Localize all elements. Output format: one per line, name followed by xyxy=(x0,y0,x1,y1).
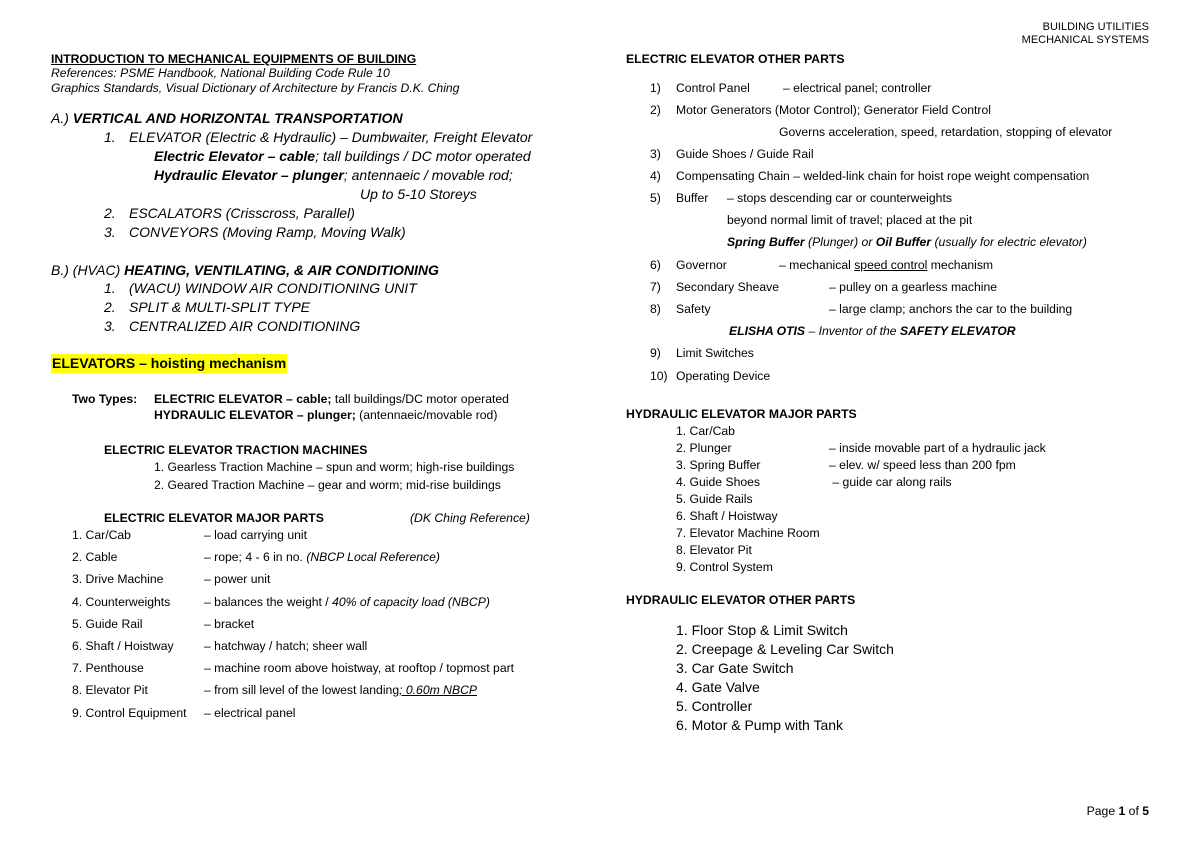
elisha-otis-note: ELISHA OTIS – Inventor of the SAFETY ELEVATOR xyxy=(729,324,1016,338)
other-part-num: 10) xyxy=(650,369,668,383)
major-part-name: 5. Guide Rail xyxy=(72,617,143,631)
major-part-name: 8. Elevator Pit xyxy=(72,683,148,697)
hyd-major-name: 3. Spring Buffer xyxy=(676,458,761,472)
other-part-num: 6) xyxy=(650,258,661,272)
section-b-heading: B.) (HVAC) HEATING, VENTILATING, & AIR CONDITIONING xyxy=(51,262,439,278)
other-part-name: Secondary Sheave xyxy=(676,280,779,294)
hyd-other-item: 6. Motor & Pump with Tank xyxy=(676,717,844,733)
major-part-desc: – hatchway / hatch; sheer wall xyxy=(204,639,368,653)
hyd-major-name: 1. Car/Cab xyxy=(676,424,735,438)
hyd-major-name: 2. Plunger xyxy=(676,441,732,455)
storeys-line: Up to 5-10 Storeys xyxy=(360,186,477,202)
major-part-desc: – power unit xyxy=(204,572,271,586)
reference-line-2: Graphics Standards, Visual Dictionary of Architecture by Francis D.K. Ching xyxy=(51,81,460,95)
major-parts-heading: ELECTRIC ELEVATOR MAJOR PARTS xyxy=(104,511,324,525)
section-a-item-2-num: 2. xyxy=(104,205,116,221)
other-part-desc: – stops descending car or counterweights xyxy=(727,191,952,205)
hyd-other-item: 4. Gate Valve xyxy=(676,679,760,695)
other-part-name: Governor xyxy=(676,258,727,272)
page-title: INTRODUCTION TO MECHANICAL EQUIPMENTS OF BUILDING xyxy=(51,52,417,66)
other-part-name: Compensating Chain – welded-link chain for hoist rope weight compensation xyxy=(676,169,1090,183)
major-part-desc: – balances the weight / 40% of capacity load (NBCP) xyxy=(204,595,490,609)
traction-item: 1. Gearless Traction Machine – spun and worm; high-rise buildings xyxy=(154,460,515,474)
hydraulic-major-heading: HYDRAULIC ELEVATOR MAJOR PARTS xyxy=(626,407,857,421)
section-b-item-2-num: 2. xyxy=(104,299,116,315)
hyd-major-name: 8. Elevator Pit xyxy=(676,543,752,557)
major-part-name: 2. Cable xyxy=(72,550,118,564)
section-a-item-3: CONVEYORS (Moving Ramp, Moving Walk) xyxy=(129,224,406,240)
section-b-item-1-num: 1. xyxy=(104,280,116,296)
major-part-name: 9. Control Equipment xyxy=(72,706,187,720)
major-part-name: 4. Counterweights xyxy=(72,595,171,609)
section-a-item-1-num: 1. xyxy=(104,129,116,145)
major-part-desc: – electrical panel xyxy=(204,706,296,720)
major-part-desc: – load carrying unit xyxy=(204,528,307,542)
section-b-item-2: SPLIT & MULTI-SPLIT TYPE xyxy=(129,299,311,315)
major-part-desc: – from sill level of the lowest landing; 0.60m NBCP xyxy=(204,683,478,697)
section-a-item-1: ELEVATOR (Electric & Hydraulic) – Dumbwaiter, Freight Elevator xyxy=(129,129,533,145)
other-part-name: Motor Generators (Motor Control); Generator Field Control xyxy=(676,103,991,117)
major-part-desc: – bracket xyxy=(204,617,255,631)
section-a-heading: A.) VERTICAL AND HORIZONTAL TRANSPORTATION xyxy=(51,110,403,126)
other-part-num: 5) xyxy=(650,191,661,205)
hydraulic-other-heading: HYDRAULIC ELEVATOR OTHER PARTS xyxy=(626,593,856,607)
hyd-major-desc: – elev. w/ speed less than 200 fpm xyxy=(829,458,1016,472)
major-parts-reference: (DK Ching Reference) xyxy=(410,511,530,525)
major-part-name: 7. Penthouse xyxy=(72,661,144,675)
reference-line-1: References: PSME Handbook, National Building Code Rule 10 xyxy=(51,66,390,80)
section-a-item-3-num: 3. xyxy=(104,224,116,240)
other-part-desc: – mechanical speed control mechanism xyxy=(779,258,994,272)
other-part-desc: – electrical panel; controller xyxy=(783,81,932,95)
other-part-num: 3) xyxy=(650,147,661,161)
hyd-major-desc: – inside movable part of a hydraulic jack xyxy=(829,441,1046,455)
hyd-major-name: 6. Shaft / Hoistway xyxy=(676,509,778,523)
other-part-num: 4) xyxy=(650,169,661,183)
major-part-desc: – rope; 4 - 6 in no. (NBCP Local Reference) xyxy=(204,550,440,564)
hyd-other-item: 3. Car Gate Switch xyxy=(676,660,794,676)
other-part-name: Operating Device xyxy=(676,369,771,383)
traction-item: 2. Geared Traction Machine – gear and worm; mid-rise buildings xyxy=(154,478,501,492)
other-part-num: 8) xyxy=(650,302,661,316)
hyd-major-name: 9. Control System xyxy=(676,560,773,574)
electric-elevator-line: Electric Elevator – cable; tall buildings / DC motor operated xyxy=(154,148,531,164)
hyd-major-name: 4. Guide Shoes xyxy=(676,475,761,489)
type-electric: ELECTRIC ELEVATOR – cable; tall buildings/DC motor operated xyxy=(154,392,509,406)
section-a-item-2: ESCALATORS (Crisscross, Parallel) xyxy=(129,205,355,221)
section-b-item-1: (WACU) WINDOW AIR CONDITIONING UNIT xyxy=(129,280,417,296)
other-part-desc: – pulley on a gearless machine xyxy=(829,280,998,294)
elevators-heading: ELEVATORS – hoisting mechanism xyxy=(52,355,287,371)
other-part-desc: beyond normal limit of travel; placed at the pit xyxy=(727,213,973,227)
major-part-name: 6. Shaft / Hoistway xyxy=(72,639,174,653)
hydraulic-elevator-line: Hydraulic Elevator – plunger; antennaeic / movable rod; xyxy=(154,167,513,183)
section-b-item-3: CENTRALIZED AIR CONDITIONING xyxy=(129,318,361,334)
other-part-name: Safety xyxy=(676,302,711,316)
other-part-name: Control Panel xyxy=(676,81,750,95)
section-b-item-3-num: 3. xyxy=(104,318,116,334)
page-number: Page 1 of 5 xyxy=(1086,804,1149,818)
hyd-major-name: 5. Guide Rails xyxy=(676,492,753,506)
other-part-name: Limit Switches xyxy=(676,346,754,360)
type-hydraulic: HYDRAULIC ELEVATOR – plunger; (antennaeic/movable rod) xyxy=(154,408,498,422)
hyd-major-desc: – guide car along rails xyxy=(829,475,952,489)
other-part-name: Guide Shoes / Guide Rail xyxy=(676,147,814,161)
hyd-other-item: 5. Controller xyxy=(676,698,753,714)
major-part-name: 1. Car/Cab xyxy=(72,528,131,542)
hyd-other-item: 2. Creepage & Leveling Car Switch xyxy=(676,641,894,657)
hyd-major-name: 7. Elevator Machine Room xyxy=(676,526,820,540)
major-part-name: 3. Drive Machine xyxy=(72,572,164,586)
major-part-desc: – machine room above hoistway, at rooftop / topmost part xyxy=(204,661,515,675)
other-part-name: Buffer xyxy=(676,191,709,205)
other-part-num: 7) xyxy=(650,280,661,294)
other-part-desc: – large clamp; anchors the car to the building xyxy=(829,302,1073,316)
other-part-num: 2) xyxy=(650,103,661,117)
electric-other-heading: ELECTRIC ELEVATOR OTHER PARTS xyxy=(626,52,845,66)
header-topic: MECHANICAL SYSTEMS xyxy=(1021,34,1149,46)
traction-heading: ELECTRIC ELEVATOR TRACTION MACHINES xyxy=(104,443,368,457)
buffer-types: Spring Buffer (Plunger) or Oil Buffer (usually for electric elevator) xyxy=(727,235,1087,249)
hyd-other-item: 1. Floor Stop & Limit Switch xyxy=(676,622,848,638)
other-part-num: 9) xyxy=(650,346,661,360)
two-types-label: Two Types: xyxy=(72,392,138,406)
other-part-num: 1) xyxy=(650,81,661,95)
other-part-desc: Governs acceleration, speed, retardation, stopping of elevator xyxy=(779,125,1113,139)
header-subject: BUILDING UTILITIES xyxy=(1042,21,1149,33)
